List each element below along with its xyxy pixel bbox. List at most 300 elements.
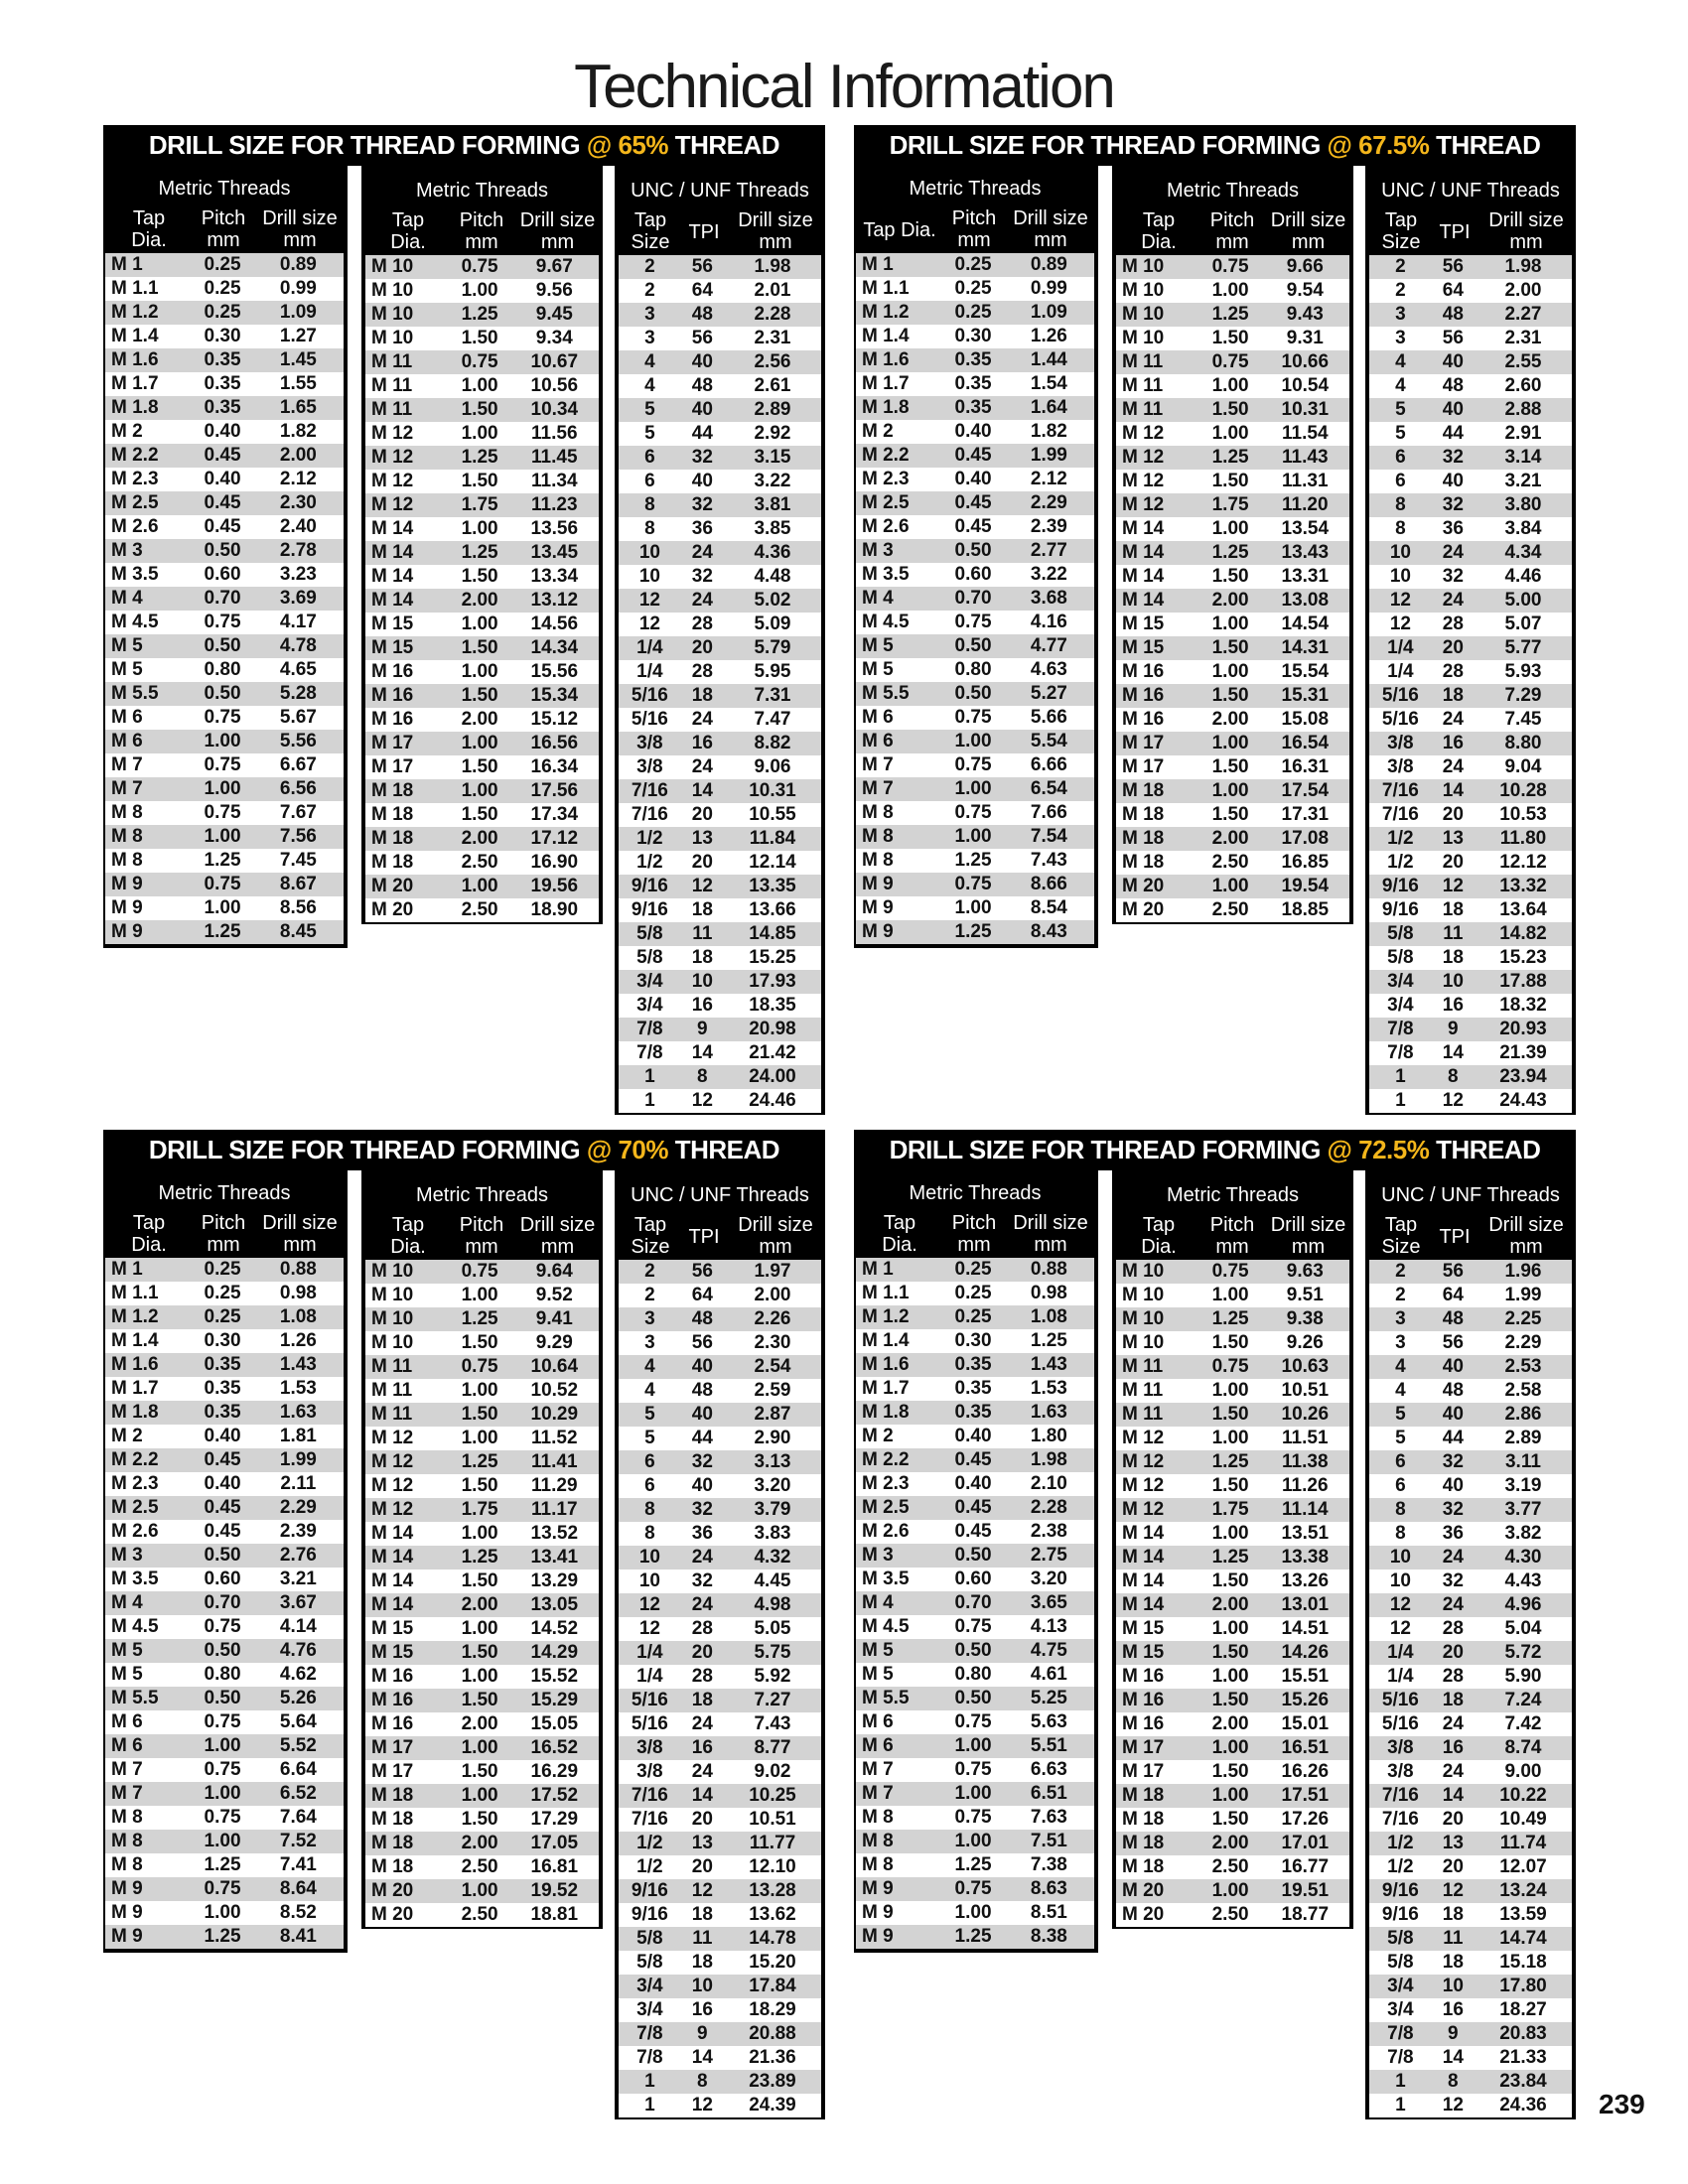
table-cell: 1	[1395, 2095, 1406, 2116]
table-cell: 32	[691, 447, 713, 468]
table-row	[105, 420, 344, 444]
table-cell: 15.08	[1281, 709, 1330, 730]
table-cell: M 3	[111, 1545, 143, 1566]
table-row	[856, 1472, 1094, 1496]
table-cell: M 7	[862, 754, 894, 775]
table-row	[1369, 327, 1572, 350]
drill-size-header-line1: Drill size	[1013, 1212, 1088, 1234]
section-title-percent: @ 70%	[586, 1135, 668, 1164]
table-body	[856, 253, 1094, 944]
table-cell: 0.75	[954, 612, 992, 632]
table-row	[1369, 1736, 1572, 1760]
table-cell: 2.77	[1030, 540, 1067, 561]
table-cell: 15.52	[530, 1666, 579, 1687]
table-cell: M 6	[862, 1711, 894, 1732]
table-cell: 24	[1442, 709, 1464, 730]
table-cell: 3/4	[636, 1999, 663, 2020]
tap-dia-header	[365, 209, 451, 255]
table-cell: M 18	[371, 1833, 414, 1853]
table-cell: 10	[1442, 1976, 1464, 1996]
drill-size-header-line2: mm	[283, 1234, 317, 1256]
table-cell: M 7	[111, 754, 143, 775]
table-cell: 3.21	[279, 1569, 317, 1589]
table-cell: 3.22	[754, 471, 791, 491]
table-cell: 4.77	[1030, 635, 1067, 656]
table-cell: 9.67	[535, 256, 573, 277]
table-cell: 2.89	[1504, 1428, 1542, 1448]
tpi-header: TPI	[688, 1226, 720, 1248]
drill-size-header-line1: Drill size	[1270, 1214, 1346, 1236]
table-row	[105, 539, 344, 563]
table-cell: 1.50	[461, 1642, 498, 1663]
table-cell: 8	[1395, 1499, 1406, 1520]
table-row	[105, 277, 344, 301]
table-row	[365, 1498, 599, 1522]
table-cell: 3	[644, 1308, 655, 1329]
table-cell: 3/8	[636, 1761, 663, 1782]
table-cell: 1.98	[754, 256, 791, 277]
table-cell: 3	[1395, 1332, 1406, 1353]
table-cell: M 5	[862, 1664, 894, 1685]
table-body	[105, 1258, 344, 1949]
table-row	[365, 636, 599, 660]
table-cell: 48	[691, 1380, 713, 1401]
table-cell: 9/16	[1381, 1880, 1419, 1901]
table-cell: 1.00	[461, 1666, 498, 1687]
table-cell: 4	[1395, 375, 1406, 396]
table-cell: 9.63	[1286, 1261, 1324, 1282]
table-row	[619, 1689, 821, 1712]
table-cell: 0.35	[954, 349, 992, 370]
table-cell: 7.43	[754, 1713, 791, 1734]
table-cell: 13.38	[1281, 1547, 1330, 1568]
table-cell: 10.56	[530, 375, 579, 396]
table-row	[1116, 1331, 1349, 1355]
tap-dia-header-line1: Tap	[391, 1214, 425, 1236]
table-cell: 36	[1442, 1523, 1464, 1544]
table-cell: 1.75	[461, 494, 498, 515]
table-cell: 10	[638, 1570, 660, 1591]
table-cell: 16	[691, 733, 713, 753]
table-body	[1369, 255, 1572, 1113]
table-cell: 16	[691, 995, 713, 1016]
table-cell: 13	[1442, 828, 1464, 849]
table-cell: 24	[1442, 1713, 1464, 1734]
table-cell: 1/4	[636, 637, 663, 658]
table-cell: 48	[691, 304, 713, 325]
table-cell: M 12	[1122, 1499, 1165, 1520]
table-cell: 7.63	[1030, 1807, 1067, 1828]
table-cell: 0.45	[954, 445, 992, 466]
table-cell: 24.00	[749, 1066, 796, 1087]
table-cell: 24	[691, 756, 713, 777]
table-body	[1369, 1260, 1572, 2117]
table-cell: 18	[691, 947, 713, 968]
table-cell: 3.20	[754, 1475, 791, 1496]
table-cell: 2	[1395, 1285, 1406, 1305]
table-cell: 9.43	[1286, 304, 1324, 325]
table-cell: M 15	[371, 1642, 414, 1663]
pitch-header-line2: mm	[207, 1234, 240, 1256]
table-cell: 1.50	[461, 399, 498, 420]
table-cell: 6	[1395, 1451, 1406, 1472]
table-cell: 2.90	[754, 1428, 791, 1448]
table-row	[365, 446, 599, 470]
table-row	[365, 827, 599, 851]
table-cell: 0.75	[204, 754, 241, 775]
section-title-suffix: THREAD	[1436, 1135, 1541, 1164]
table-cell: 0.50	[954, 683, 992, 704]
section-title-prefix: DRILL SIZE FOR THREAD FORMING	[148, 130, 581, 160]
table-cell: 9.45	[535, 304, 573, 325]
table-row	[1369, 589, 1572, 613]
unc-unf-table	[615, 1170, 825, 2119]
table-cell: 5.56	[279, 731, 317, 751]
table-cell: 2.50	[461, 1856, 498, 1877]
table-row	[1369, 1617, 1572, 1641]
table-cell: M 8	[111, 1807, 143, 1828]
table-cell: 4.75	[1030, 1640, 1067, 1661]
table-cell: 1.50	[461, 1404, 498, 1425]
pitch-header	[193, 207, 254, 253]
table-row	[1369, 446, 1572, 470]
table-cell: M 14	[1122, 566, 1165, 587]
table-cell: 17.93	[749, 971, 796, 992]
table-cell: 13.59	[1499, 1904, 1547, 1925]
table-row	[856, 587, 1094, 611]
drill-size-header	[254, 207, 346, 253]
table-cell: 0.35	[954, 1354, 992, 1375]
table-cell: M 18	[371, 804, 414, 825]
table-row	[365, 589, 599, 613]
table-cell: M 17	[371, 1761, 414, 1782]
table-row	[1116, 1784, 1349, 1808]
table-cell: M 8	[862, 826, 894, 847]
table-cell: 24	[691, 1547, 713, 1568]
table-cell: 1.00	[204, 731, 241, 751]
table-row	[105, 515, 344, 539]
table-cell: 8	[1448, 1066, 1459, 1087]
table-cell: 3.67	[279, 1592, 317, 1613]
table-cell: 32	[691, 1570, 713, 1591]
table-cell: 0.89	[1030, 254, 1067, 275]
table-cell: 1.25	[1211, 1308, 1249, 1329]
table-cell: 12.07	[1499, 1856, 1547, 1877]
table-cell: 1.00	[1211, 876, 1249, 896]
table-row	[1116, 708, 1349, 732]
table-cell: 14.51	[1281, 1618, 1330, 1639]
table-cell: 0.50	[954, 540, 992, 561]
table-cell: 15.54	[1281, 661, 1330, 682]
tap-dia-header-line1: Tap	[883, 1212, 916, 1234]
table-cell: 13.64	[1499, 899, 1547, 920]
pitch-header	[943, 1212, 1005, 1258]
table-cell: 20	[691, 804, 713, 825]
table-cell: 1.26	[1030, 326, 1067, 346]
table-row	[105, 1329, 344, 1353]
table-row	[856, 539, 1094, 563]
drill-size-header-line2: mm	[1509, 231, 1543, 253]
table-cell: 7.45	[1504, 709, 1542, 730]
table-row	[619, 1951, 821, 1975]
table-cell: 1.00	[1211, 1666, 1249, 1687]
drill-size-header	[1477, 209, 1576, 255]
table-cell: 1.25	[954, 1926, 992, 1947]
table-cell: 6.54	[1030, 778, 1067, 799]
table-cell: 11.54	[1282, 423, 1329, 444]
table-cell: 10.49	[1499, 1809, 1547, 1830]
table-cell: M 14	[1122, 1547, 1165, 1568]
table-cell: 12.14	[749, 852, 796, 873]
table-row	[619, 1379, 821, 1403]
table-cell: 9	[1448, 2023, 1459, 2044]
table-cell: 15.51	[1281, 1666, 1330, 1687]
table-cell: 7/8	[636, 2023, 663, 2044]
table-cell: 1.50	[461, 471, 498, 491]
table-cell: M 12	[371, 1428, 414, 1448]
table-cell: 9/16	[1381, 899, 1419, 920]
table-cell: 7.43	[1030, 850, 1067, 871]
pitch-header	[193, 1212, 254, 1258]
table-cell: 20	[691, 1809, 713, 1830]
table-cell: M 14	[371, 518, 414, 539]
drill-size-header	[726, 209, 825, 255]
table-cell: 14.56	[530, 614, 579, 634]
table-cell: 16	[1442, 995, 1464, 1016]
table-cell: M 20	[371, 1904, 414, 1925]
table-row	[619, 1641, 821, 1665]
table-cell: 13.45	[530, 542, 579, 563]
table-row	[365, 470, 599, 493]
table-cell: 2.00	[1211, 828, 1249, 849]
table-row	[1369, 1355, 1572, 1379]
table-cell: 3.13	[754, 1451, 791, 1472]
table-cell: 2.50	[1211, 1904, 1249, 1925]
drill-size-header	[1005, 1212, 1096, 1258]
table-cell: 15.05	[530, 1713, 579, 1734]
table-row	[619, 517, 821, 541]
table-row	[1369, 636, 1572, 660]
table-row	[856, 1830, 1094, 1853]
table-cell: 2.31	[754, 328, 791, 348]
table-row	[365, 898, 599, 922]
metric-table	[1112, 1170, 1353, 1929]
table-cell: M 12	[371, 494, 414, 515]
table-cell: 1/2	[1387, 1833, 1414, 1853]
table-cell: M 6	[862, 731, 894, 751]
table-cell: 0.45	[954, 516, 992, 537]
table-cell: 1	[1395, 1090, 1406, 1111]
table-row	[105, 372, 344, 396]
table-cell: 5.92	[754, 1666, 791, 1687]
drill-size-header-line1: Drill size	[262, 1212, 338, 1234]
table-cell: M 16	[371, 1690, 414, 1710]
table-cell: 2.00	[461, 1833, 498, 1853]
table-cell: 1.00	[461, 1428, 498, 1448]
table-row	[1369, 922, 1572, 946]
table-row	[105, 1925, 344, 1949]
table-cell: 0.99	[1030, 278, 1067, 299]
table-row	[856, 849, 1094, 873]
table-cell: 14	[691, 1042, 713, 1063]
table-row	[856, 1782, 1094, 1806]
table-cell: 9/16	[631, 1904, 668, 1925]
table-row	[1369, 875, 1572, 898]
table-cell: 1.99	[1030, 445, 1067, 466]
table-cell: 19.56	[530, 876, 579, 896]
table-cell: 7.64	[279, 1807, 317, 1828]
table-cell: 18	[691, 1690, 713, 1710]
table-row	[856, 611, 1094, 634]
table-cell: 0.75	[204, 612, 241, 632]
table-cell: 1/4	[636, 661, 663, 682]
table-row	[1116, 636, 1349, 660]
table-cell: 2	[644, 1261, 655, 1282]
table-cell: 0.98	[1030, 1283, 1067, 1303]
table-row	[1116, 1641, 1349, 1665]
table-cell: M 5.5	[862, 1688, 910, 1708]
table-cell: M 4	[862, 1592, 894, 1613]
table-cell: 7.42	[1504, 1713, 1542, 1734]
table-cell: 18	[1442, 1904, 1464, 1925]
table-cell: 40	[691, 471, 713, 491]
table-cell: 1.00	[954, 1831, 992, 1851]
table-row	[105, 1496, 344, 1520]
table-cell: 7.45	[279, 850, 317, 871]
table-row	[619, 2046, 821, 2070]
table-row	[619, 1284, 821, 1307]
table-cell: 0.40	[954, 421, 992, 442]
table-cell: 14	[691, 1785, 713, 1806]
drill-size-header-line1: Drill size	[1013, 207, 1088, 229]
table-cell: 9.04	[1504, 756, 1542, 777]
table-row	[619, 1546, 821, 1570]
drill-size-header-line2: mm	[759, 231, 792, 253]
tap-dia-header: Tap Dia.	[863, 219, 936, 241]
table-cell: 40	[1442, 1475, 1464, 1496]
table-row	[105, 491, 344, 515]
table-cell: 12	[638, 614, 660, 634]
table-cell: 5.05	[754, 1618, 791, 1639]
table-row	[619, 1089, 821, 1113]
table-cell: 1.98	[1030, 1449, 1067, 1470]
table-cell: M 9	[862, 1926, 894, 1947]
table-row	[619, 1665, 821, 1689]
table-cell: 17.12	[530, 828, 579, 849]
table-row	[856, 634, 1094, 658]
table-cell: 1.50	[1211, 1761, 1249, 1782]
table-cell: 1.64	[1030, 397, 1067, 418]
table-row	[105, 658, 344, 682]
table-cell: 0.75	[204, 707, 241, 728]
table-cell: 7/8	[1387, 1042, 1414, 1063]
table-cell: M 14	[1122, 1523, 1165, 1544]
table-row	[619, 1260, 821, 1284]
table-cell: 3.14	[1504, 447, 1542, 468]
table-row	[105, 1282, 344, 1305]
table-cell: M 16	[1122, 1666, 1165, 1687]
table-cell: 15.31	[1281, 685, 1330, 706]
table-cell: M 12	[1122, 1428, 1165, 1448]
table-cell: 1.50	[1211, 328, 1249, 348]
table-cell: 9.66	[1286, 256, 1324, 277]
tpi-header: TPI	[1439, 221, 1471, 243]
table-cell: M 4.5	[862, 1616, 910, 1637]
table-cell: 16.34	[530, 756, 579, 777]
table-cell: 11	[692, 923, 713, 944]
table-cell: 2.50	[1211, 852, 1249, 873]
table-cell: M 7	[862, 1759, 894, 1780]
table-cell: 13.41	[530, 1547, 579, 1568]
table-cell: 1.00	[954, 731, 992, 751]
table-cell: M 8	[111, 1854, 143, 1875]
drill-size-header-line2: mm	[540, 1236, 575, 1258]
tap-dia-header-line2: Dia.	[390, 1236, 426, 1258]
table-cell: 13.35	[749, 876, 796, 896]
table-cell: 0.35	[954, 373, 992, 394]
table-row	[619, 1760, 821, 1784]
table-row	[856, 1877, 1094, 1901]
pitch-header	[1201, 209, 1263, 255]
table-row	[856, 301, 1094, 325]
table-row	[365, 1641, 599, 1665]
table-cell: 1.82	[1030, 421, 1067, 442]
table-cell: 4.14	[279, 1616, 317, 1637]
table-cell: 10.22	[1499, 1785, 1547, 1806]
table-body	[619, 1260, 821, 2117]
table-row	[1116, 422, 1349, 446]
table-cell: 1.44	[1030, 349, 1067, 370]
table-cell: 17.05	[530, 1833, 579, 1853]
table-cell: 24	[1442, 1547, 1464, 1568]
tap-dia-header-line1: Tap	[391, 209, 425, 231]
drill-size-header-line1: Drill size	[1270, 209, 1346, 231]
table-row	[619, 755, 821, 779]
table-cell: 32	[1442, 1451, 1464, 1472]
table-cell: M 12	[371, 1475, 414, 1496]
table-cell: 40	[691, 1404, 713, 1425]
table-cell: M 17	[1122, 1737, 1165, 1758]
table-row	[1369, 2094, 1572, 2117]
table-cell: 18.35	[749, 995, 796, 1016]
table-cell: 4	[644, 1380, 655, 1401]
table-row	[619, 255, 821, 279]
table-cell: M 16	[371, 661, 414, 682]
table-cell: 5/8	[636, 1952, 663, 1973]
table-row	[1116, 1427, 1349, 1450]
metric-group-heading: Metric Threads	[158, 178, 291, 200]
table-cell: 1.25	[1211, 304, 1249, 325]
table-cell: 1.08	[1030, 1306, 1067, 1327]
table-cell: 13.32	[1499, 876, 1547, 896]
table-cell: M 18	[1122, 828, 1165, 849]
table-cell: 0.45	[204, 1497, 241, 1518]
table-cell: 13.12	[530, 590, 579, 611]
table-cell: 18	[691, 685, 713, 706]
table-row	[105, 1734, 344, 1758]
table-cell: 10	[691, 971, 713, 992]
pitch-header-line1: Pitch	[201, 1212, 246, 1234]
table-cell: M 1.2	[111, 1306, 159, 1327]
table-cell: M 4	[111, 1592, 143, 1613]
table-row	[105, 587, 344, 611]
table-cell: M 18	[371, 780, 414, 801]
table-row	[105, 1401, 344, 1425]
table-cell: 3.19	[1504, 1475, 1542, 1496]
table-row	[365, 851, 599, 875]
table-row	[1116, 1855, 1349, 1879]
table-row	[1369, 541, 1572, 565]
